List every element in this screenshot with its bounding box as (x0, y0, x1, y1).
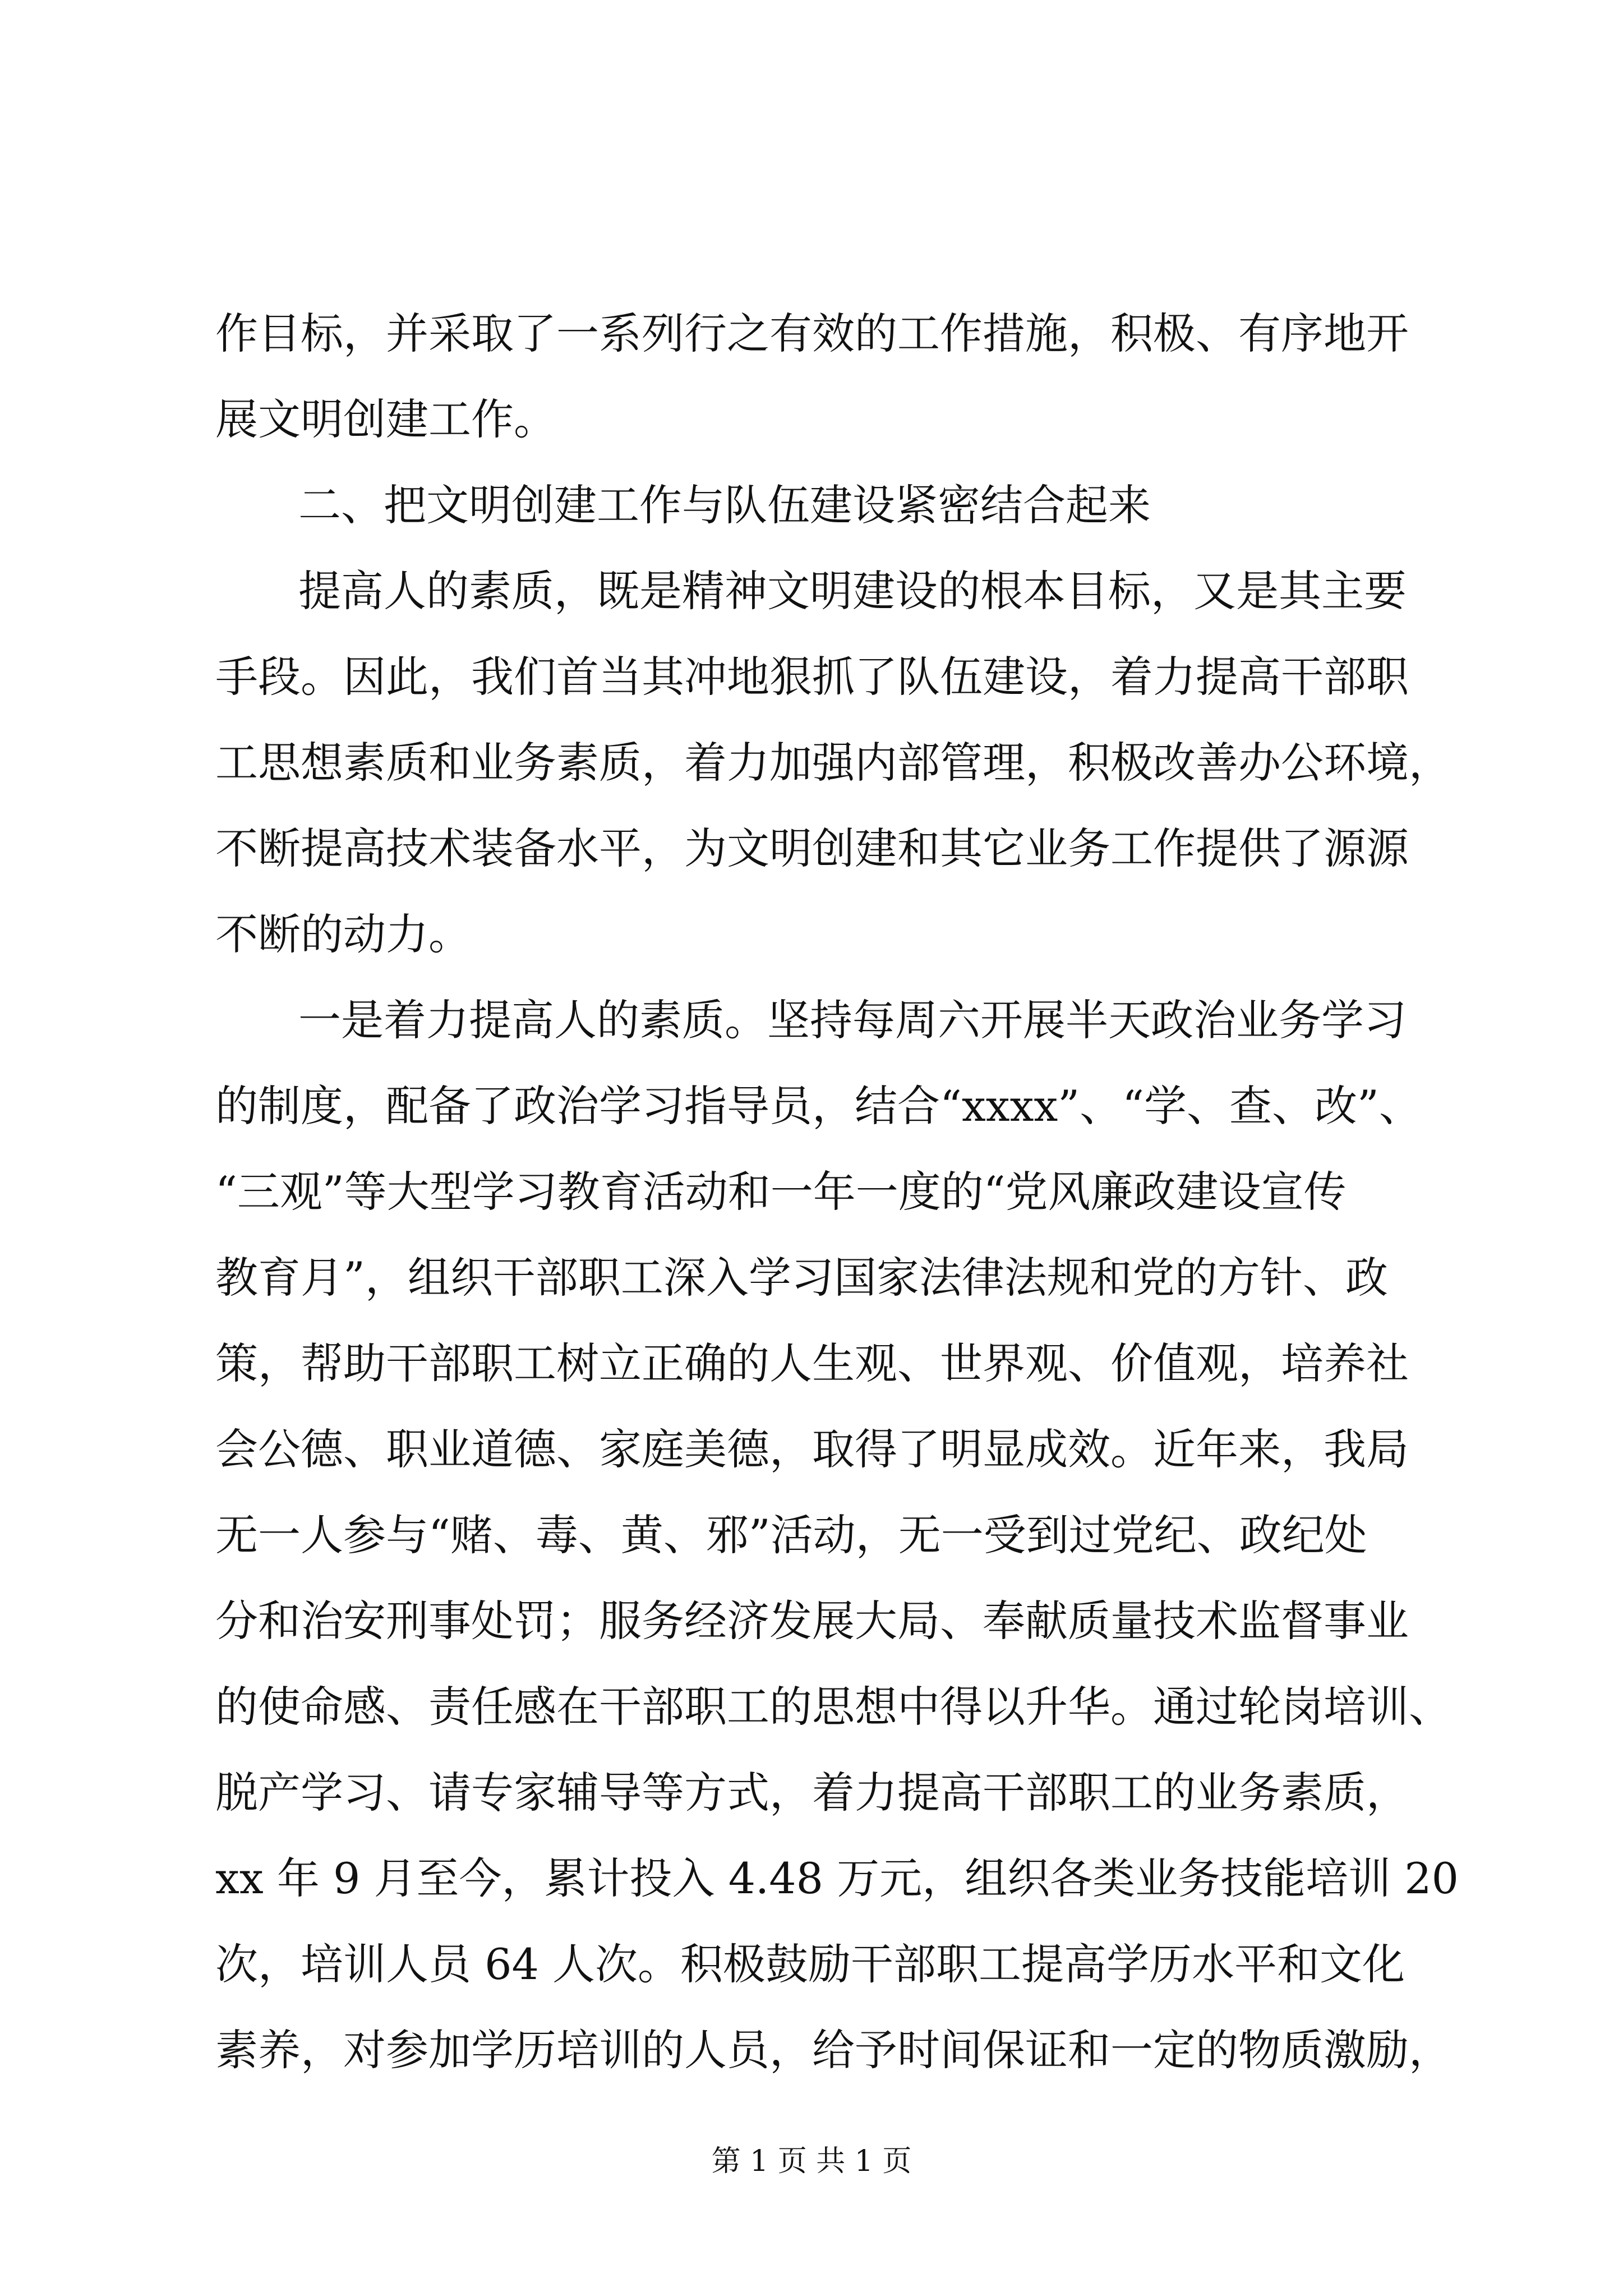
text-line: 二、把文明创建工作与队伍建设紧密结合起来 (298, 480, 1151, 530)
text-line: 展文明创建工作。 (215, 394, 556, 444)
document-body (215, 291, 1459, 2093)
text-line: 的制度，配备了政治学习指导员，结合“xxxx”、“学、查、改”、 (215, 1081, 1422, 1131)
text-line: 一是着力提高人的素质。坚持每周六开展半天政治业务学习 (298, 995, 1407, 1045)
text-line: 不断的动力。 (215, 909, 471, 959)
text-line: 工思想素质和业务素质，着力加强内部管理，积极改善办公环境， (215, 738, 1451, 788)
text-line: 提高人的素质，既是精神文明建设的根本目标，又是其主要 (298, 566, 1407, 616)
text-line: 次，培训人员 64 人次。积极鼓励干部职工提高学历水平和文化 (215, 1939, 1405, 1989)
text-line: 会公德、职业道德、家庭美德，取得了明显成效。近年来，我局 (215, 1424, 1409, 1474)
text-line: 作目标，并采取了一系列行之有效的工作措施，积极、有序地开 (215, 309, 1409, 358)
text-line: 不断提高技术装备水平，为文明创建和其它业务工作提供了源源 (215, 823, 1409, 873)
text-line: 素养，对参加学历培训的人员，给予时间保证和一定的物质激励， (215, 2025, 1451, 2075)
text-line: 分和治安刑事处罚；服务经济发展大局、奉献质量技术监督事业 (215, 1596, 1409, 1646)
page-footer: 第 1 页 共 1 页 (711, 2145, 912, 2178)
text-line: 策，帮助干部职工树立正确的人生观、世界观、价值观，培养社 (215, 1338, 1409, 1388)
text-line: 教育月”，组织干部职工深入学习国家法律法规和党的方针、政 (215, 1253, 1388, 1303)
text-line: xx 年 9 月至今，累计投入 4.48 万元，组织各类业务技能培训 20 (215, 1853, 1459, 1903)
text-line: “三观”等大型学习教育活动和一年一度的“党风廉政建设宣传 (215, 1167, 1347, 1217)
text-line: 的使命感、责任感在干部职工的思想中得以升华。通过轮岗培训、 (215, 1682, 1451, 1732)
text-line: 脱产学习、请专家辅导等方式，着力提高干部职工的业务素质， (215, 1768, 1409, 1818)
text-line: 无一人参与“赌、毒、黄、邪”活动，无一受到过党纪、政纪处 (215, 1510, 1367, 1560)
text-line: 手段。因此，我们首当其冲地狠抓了队伍建设，着力提高干部职 (215, 652, 1409, 702)
